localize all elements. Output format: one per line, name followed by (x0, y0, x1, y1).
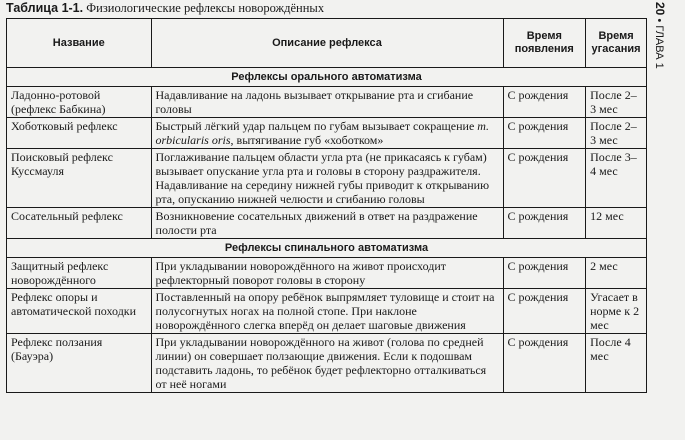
table-row (7, 87, 647, 118)
reflex-name: Рефлекс ползания (Бауэра) (7, 334, 152, 393)
reflex-appearance: С рождения (503, 87, 586, 118)
header-fade: Время угасания (586, 19, 647, 68)
bullet: • (653, 18, 665, 23)
reflex-fade: 2 мес (586, 258, 647, 289)
section-row (7, 68, 647, 87)
reflex-description: Возникновение сосательных движений в ответ на раздражение полости рта (151, 208, 503, 239)
page-number: 20 (653, 2, 667, 16)
header-name: Название (7, 19, 152, 68)
reflex-appearance: С рождения (503, 149, 586, 208)
reflex-description: При укладывании новорождённого на живот (голова по средней линии) он совершает ползающие движения. Если к подошвам подставить ладонь, то ребёнок будет рефлекторно отталкиваться от неё ногами (151, 334, 503, 393)
running-header (655, 2, 679, 182)
table-header-row (7, 19, 647, 68)
reflex-appearance: С рождения (503, 208, 586, 239)
reflex-appearance: С рождения (503, 334, 586, 393)
reflex-description: Поглаживание пальцем области угла рта (не прикасаясь к губам) вызывает опускание угла рта и головы в сторону раздражителя. Надавливание на середину нижней губы приводит к открыванию рта, опусканию нижней челюсти и сгибанию головы (151, 149, 503, 208)
reflex-appearance: С рождения (503, 289, 586, 334)
reflex-fade: После 2–3 мес (586, 87, 647, 118)
chapter-title: ГЛАВА 1 (653, 25, 665, 69)
reflex-name: Рефлекс опоры и автоматической походки (7, 289, 152, 334)
running-header-text (653, 2, 667, 69)
table-caption (6, 1, 324, 16)
table-row (7, 258, 647, 289)
reflex-fade: После 2–3 мес (586, 118, 647, 149)
header-description: Описание рефлекса (151, 19, 503, 68)
table-row (7, 149, 647, 208)
reflex-fade: После 3–4 мес (586, 149, 647, 208)
table-caption-label: Таблица 1-1. (6, 1, 84, 15)
latin-term: m. orbicularis oris (155, 119, 489, 147)
reflex-name: Ладонно-ротовой (рефлекс Бабкина) (7, 87, 152, 118)
reflex-name: Хоботковый рефлекс (7, 118, 152, 149)
reflex-description: Надавливание на ладонь вызывает открывание рта и сгибание головы (151, 87, 503, 118)
reflex-appearance: С рождения (503, 118, 586, 149)
reflex-fade: Угасает в норме к 2 мес (586, 289, 647, 334)
reflex-name: Сосательный рефлекс (7, 208, 152, 239)
reflex-name: Поисковый рефлекс Куссмауля (7, 149, 152, 208)
reflex-table (6, 18, 647, 393)
reflex-fade: После 4 мес (586, 334, 647, 393)
reflex-description: Поставленный на опору ребёнок выпрямляет туловище и стоит на полусогнутых ногах на полной стопе. При наклоне новорождённого слегка вперёд он делает шаговые движения (151, 289, 503, 334)
section-row (7, 239, 647, 258)
section-title: Рефлексы спинального автоматизма (7, 239, 647, 258)
reflex-fade: 12 мес (586, 208, 647, 239)
table-row (7, 334, 647, 393)
reflex-name: Защитный рефлекс новорождённого (7, 258, 152, 289)
table-row (7, 118, 647, 149)
table-row (7, 289, 647, 334)
section-title: Рефлексы орального автоматизма (7, 68, 647, 87)
reflex-description (151, 118, 503, 149)
table-caption-text: Физиологические рефлексы новорождённых (83, 1, 325, 15)
reflex-description-text: Быстрый лёгкий удар пальцем по губам вызывает сокращение m. orbicularis oris, вытягивание губ «хоботком» (155, 119, 489, 147)
table-row (7, 208, 647, 239)
reflex-appearance: С рождения (503, 258, 586, 289)
header-appearance: Время появления (503, 19, 586, 68)
reflex-description: При укладывании новорождённого на живот происходит рефлекторный поворот головы в сторону (151, 258, 503, 289)
